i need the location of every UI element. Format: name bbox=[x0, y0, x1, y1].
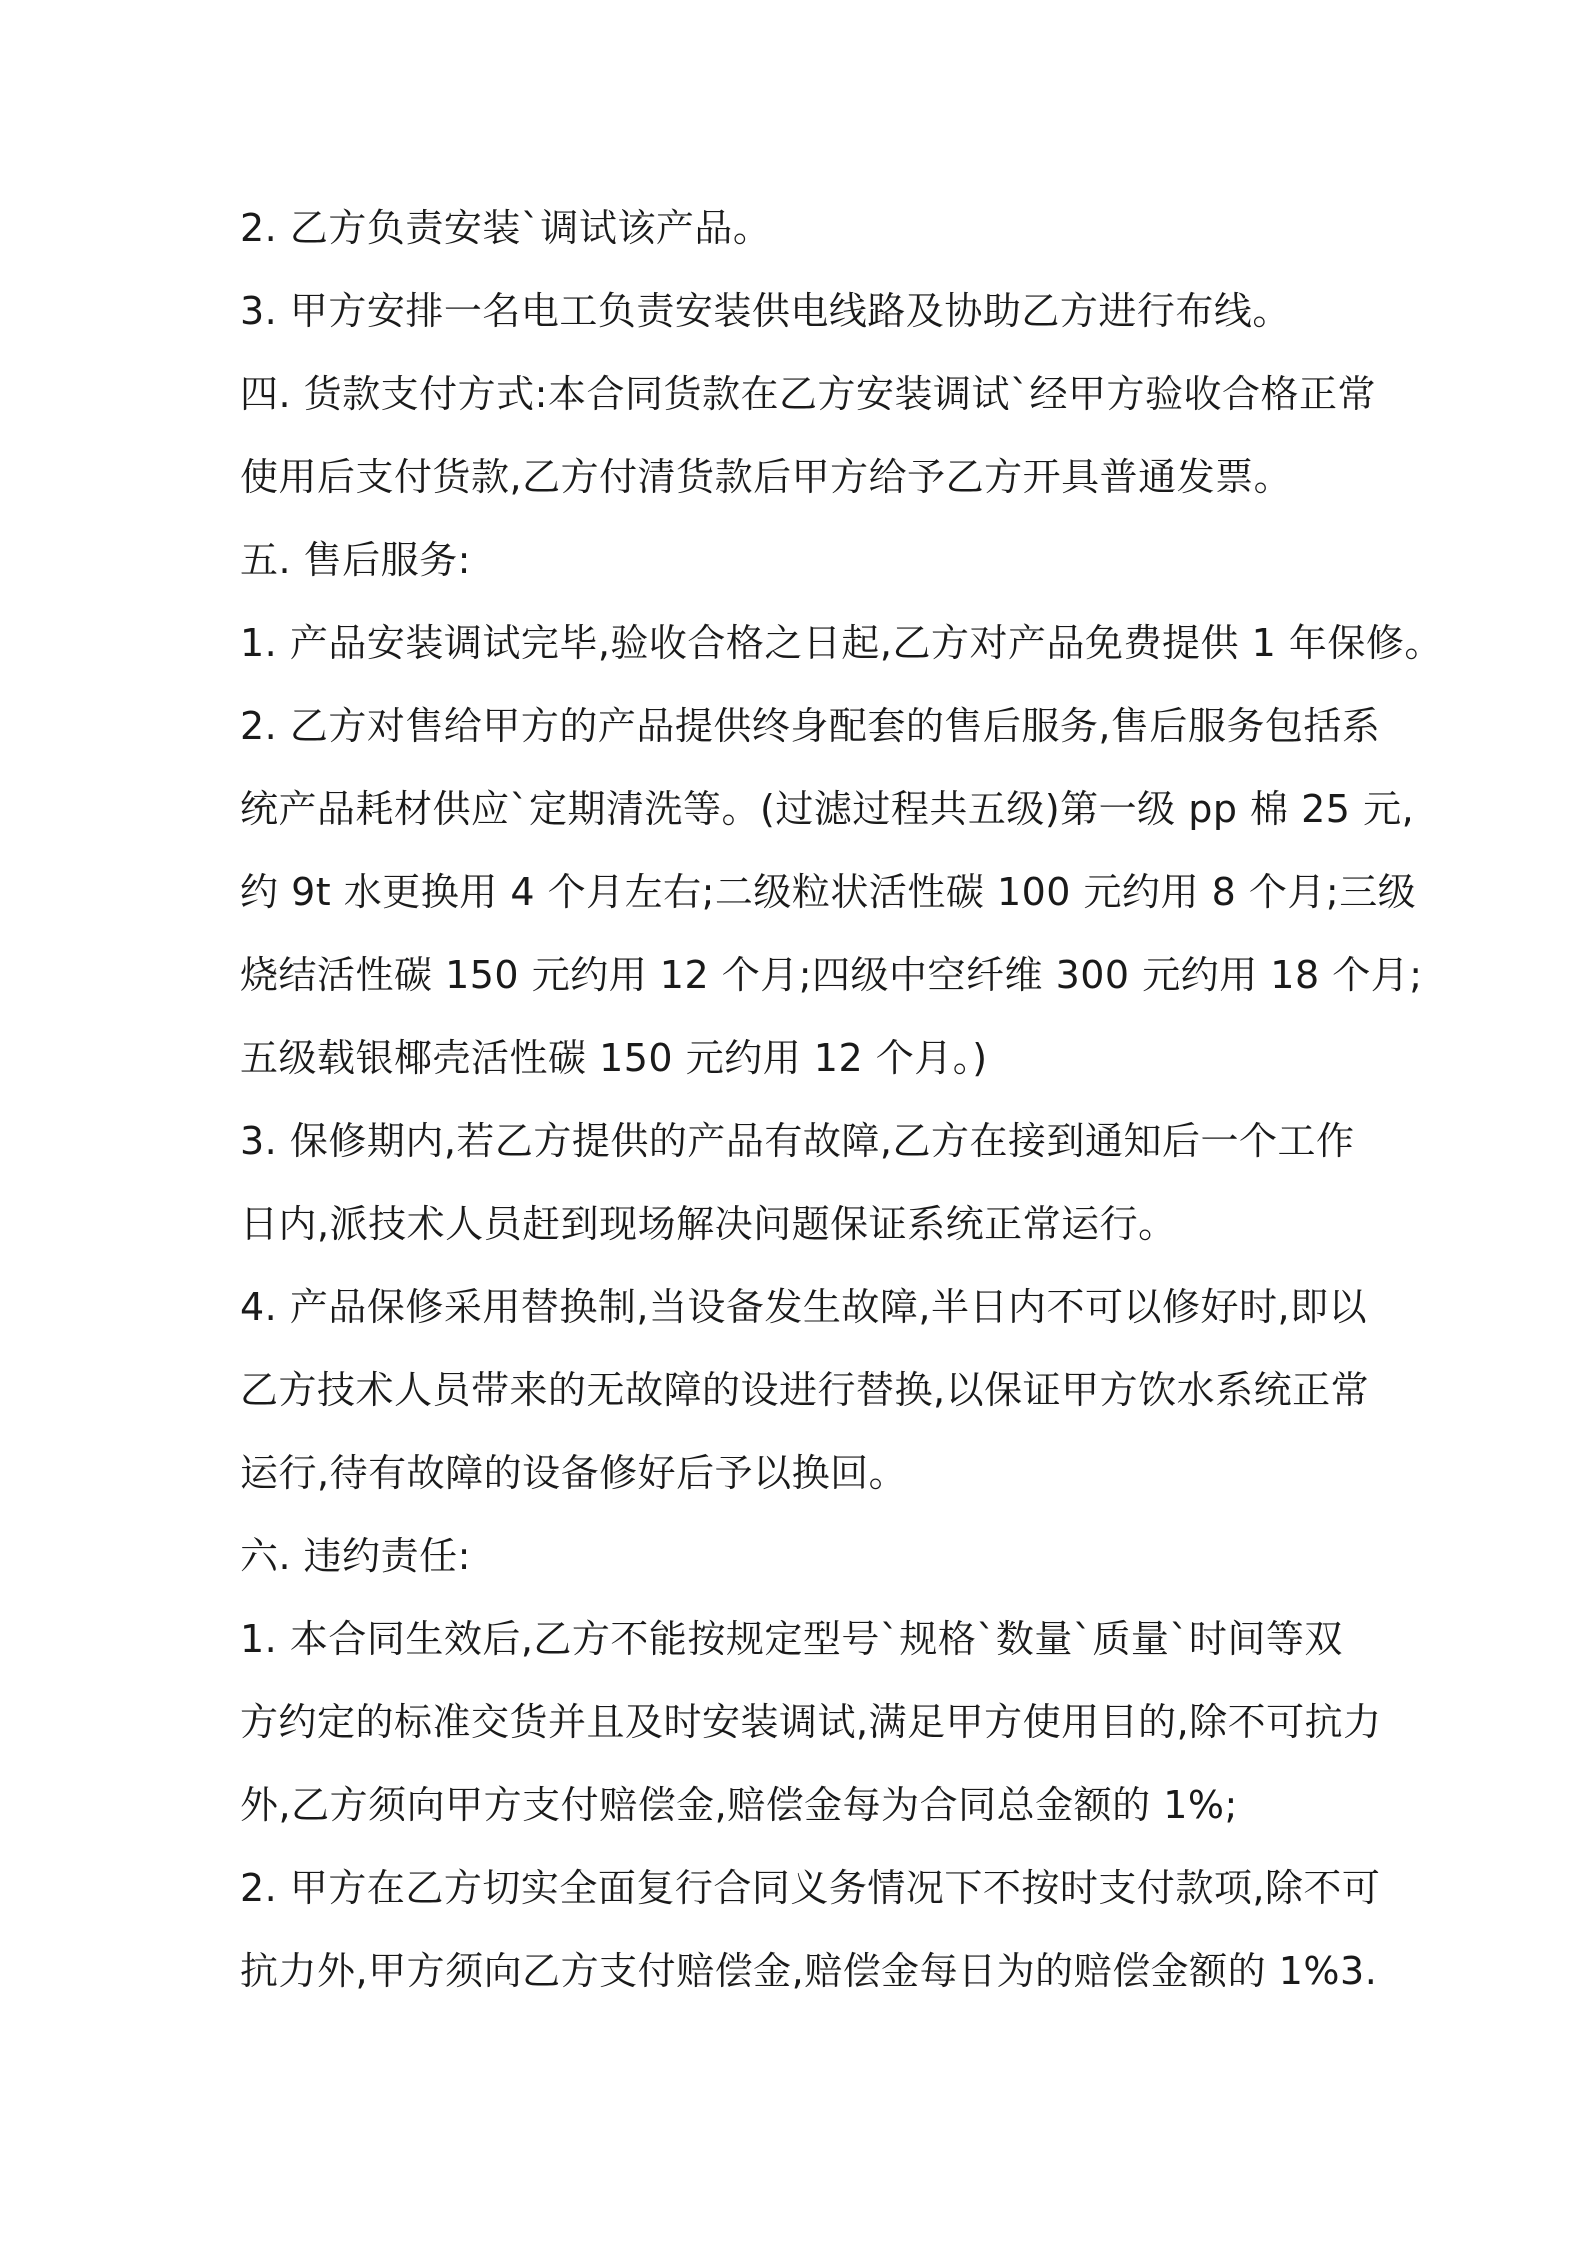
section-heading: 四. 货款支付方式:本合同货款在乙方安装调试`经甲方验收合格正常 bbox=[240, 372, 1376, 416]
text-line: 方约定的标准交货并且及时安装调试,满足甲方使用目的,除不可抗力 bbox=[240, 1700, 1382, 1744]
text-line: 2. 乙方对售给甲方的产品提供终身配套的售后服务,售后服务包括系 bbox=[240, 704, 1381, 748]
text-line: 1. 本合同生效后,乙方不能按规定型号`规格`数量`质量`时间等双 bbox=[240, 1617, 1343, 1661]
text-line: 统产品耗材供应`定期清洗等。(过滤过程共五级)第一级 pp 棉 25 元, bbox=[240, 787, 1415, 831]
text-line: 使用后支付货款,乙方付清货款后甲方给予乙方开具普通发票。 bbox=[240, 455, 1293, 499]
text-line: 2. 甲方在乙方切实全面复行合同义务情况下不按时支付款项,除不可 bbox=[240, 1866, 1381, 1910]
text-line: 日内,派技术人员赶到现场解决问题保证系统正常运行。 bbox=[240, 1202, 1177, 1246]
text-line: 五级载银椰壳活性碳 150 元约用 12 个月。) bbox=[240, 1036, 988, 1080]
text-line: 3. 保修期内,若乙方提供的产品有故障,乙方在接到通知后一个工作 bbox=[240, 1119, 1355, 1163]
section-heading: 六. 违约责任: bbox=[240, 1534, 471, 1578]
text-line: 运行,待有故障的设备修好后予以换回。 bbox=[240, 1451, 908, 1495]
text-line: 2. 乙方负责安装`调试该产品。 bbox=[240, 206, 772, 250]
text-line: 烧结活性碳 150 元约用 12 个月;四级中空纤维 300 元约用 18 个月; bbox=[240, 953, 1423, 997]
text-line: 1. 产品安装调试完毕,验收合格之日起,乙方对产品免费提供 1 年保修。 bbox=[240, 621, 1443, 665]
text-line: 3. 甲方安排一名电工负责安装供电线路及协助乙方进行布线。 bbox=[240, 289, 1291, 333]
text-line: 外,乙方须向甲方支付赔偿金,赔偿金每为合同总金额的 1%; bbox=[240, 1783, 1238, 1827]
text-line: 抗力外,甲方须向乙方支付赔偿金,赔偿金每日为的赔偿金额的 1%3. bbox=[240, 1949, 1378, 1993]
section-heading: 五. 售后服务: bbox=[240, 538, 471, 582]
text-line: 约 9t 水更换用 4 个月左右;二级粒状活性碳 100 元约用 8 个月;三级 bbox=[240, 870, 1417, 914]
text-line: 乙方技术人员带来的无故障的设进行替换,以保证甲方饮水系统正常 bbox=[240, 1368, 1370, 1412]
text-line: 4. 产品保修采用替换制,当设备发生故障,半日内不可以修好时,即以 bbox=[240, 1285, 1368, 1329]
